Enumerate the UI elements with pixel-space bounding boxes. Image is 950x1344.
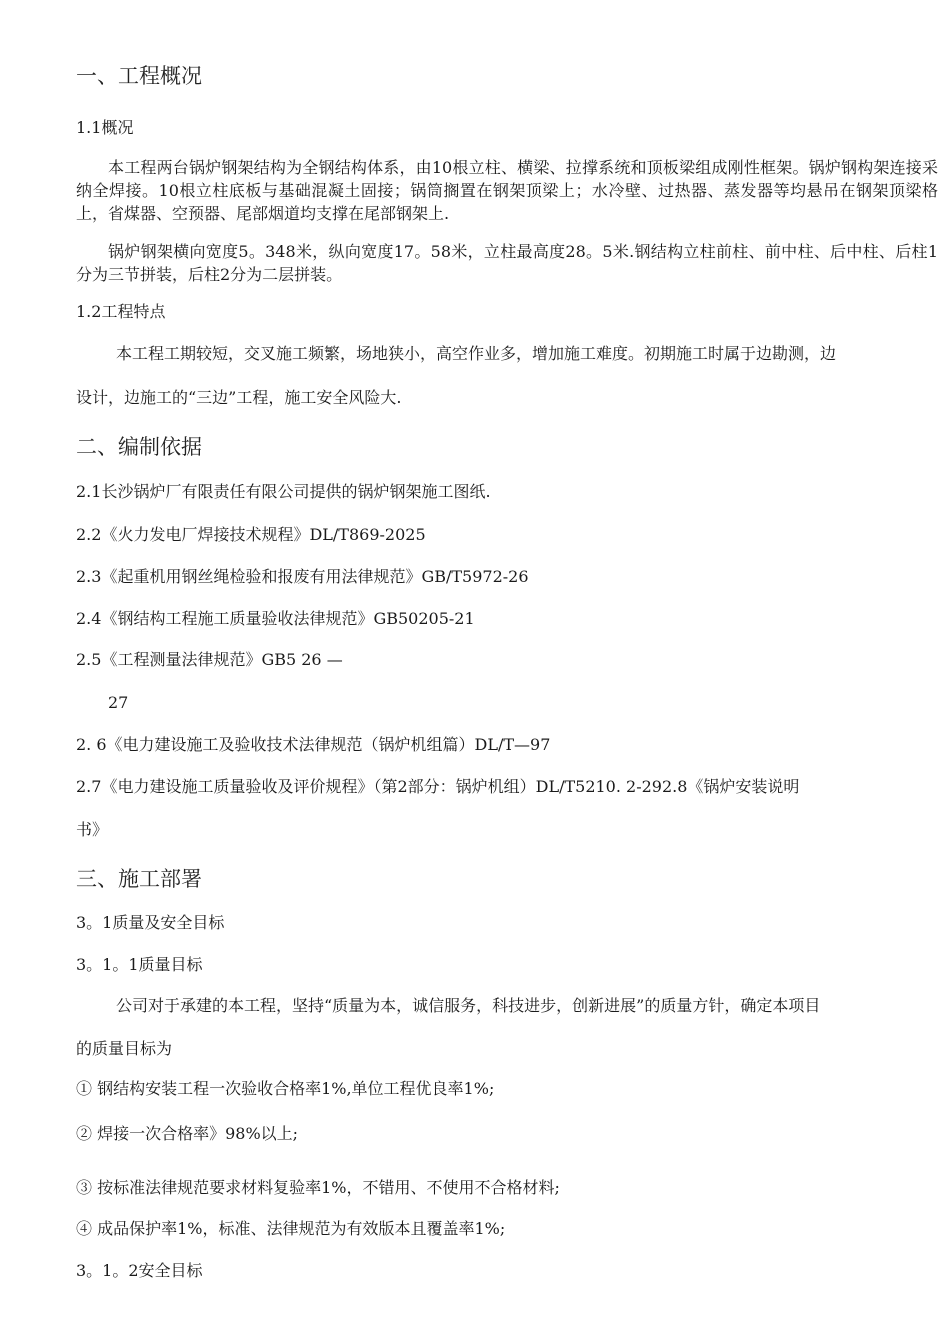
reference-item: 2.4《钢结构工程施工质量验收法律规范》GB50205-21: [76, 609, 475, 628]
reference-item-continuation: 书》: [76, 820, 109, 839]
section-3-1-1-title: 3。1。1质量目标: [76, 955, 203, 974]
section-1-1-paragraph-1: 本工程两台锅炉钢架结构为全钢结构体系，由10根立柱、横梁、拉撑系统和顶板梁组成刚性框架。锅炉钢构架连接采纳全焊接。10根立柱底板与基础混凝土固接；锅筒搁置在钢架顶梁上；水冷壁、过热器、蒸发器等均悬吊在钢架顶梁格上，省煤器、空预器、尾部烟道均支撑在尾部钢架上.: [76, 158, 938, 223]
reference-item: 2.5《工程测量法律规范》GB5 26 —: [76, 650, 343, 669]
quality-goal-item: ③ 按标准法律规范要求材料复验率1%，不错用、不使用不合格材料;: [76, 1178, 560, 1197]
reference-item: 2.2《火力发电厂焊接技术规程》DL/T869-2025: [76, 525, 426, 544]
section-1-2-paragraph-line-1: 本工程工期较短，交叉施工频繁，场地狭小，高空作业多，增加施工难度。初期施工时属于边勘测，边: [116, 344, 837, 363]
reference-item: 2. 6《电力建设施工及验收技术法律规范（锅炉机组篇）DL/T—97: [76, 735, 551, 754]
reference-item: 2.3《起重机用钢丝绳检验和报废有用法律规范》GB/T5972-26: [76, 567, 529, 586]
section-3-1-title: 3。1质量及安全目标: [76, 913, 225, 932]
section-3-title: 三、施工部署: [76, 867, 202, 891]
quality-goal-item: ① 钢结构安装工程一次验收合格率1%,单位工程优良率1%;: [76, 1079, 495, 1098]
section-1-1-title: 1.1概况: [76, 118, 134, 137]
section-1-title: 一、工程概况: [76, 64, 202, 88]
section-1-1-paragraph-2: 锅炉钢架横向宽度5。348米，纵向宽度17。58米，立柱最高度28。5米.钢结构立柱前柱、前中柱、后中柱、后柱1分为三节拼装，后柱2分为二层拼装。: [76, 242, 938, 284]
reference-item-continuation: 27: [108, 693, 129, 712]
quality-paragraph-line-1: 公司对于承建的本工程，坚持“质量为本，诚信服务，科技进步，创新进展”的质量方针，确定本项目: [116, 996, 821, 1015]
quality-paragraph-line-2: 的质量目标为: [76, 1039, 173, 1058]
section-2-title: 二、编制依据: [76, 435, 202, 459]
quality-goal-item: ④ 成品保护率1%，标准、法律规范为有效版本且覆盖率1%;: [76, 1219, 506, 1238]
section-1-2-paragraph-line-2: 设计，边施工的“三边”工程，施工安全风险大.: [76, 388, 402, 407]
quality-goal-item: ② 焊接一次合格率》98%以上;: [76, 1124, 299, 1143]
reference-item: 2.7《电力建设施工质量验收及评价规程》（第2部分：锅炉机组）DL/T5210. 2-292.8《锅炉安装说明: [76, 777, 800, 796]
section-1-2-title: 1.2工程特点: [76, 302, 166, 321]
section-3-1-2-title: 3。1。2安全目标: [76, 1261, 203, 1280]
reference-item: 2.1长沙锅炉厂有限责任有限公司提供的锅炉钢架施工图纸.: [76, 482, 491, 501]
